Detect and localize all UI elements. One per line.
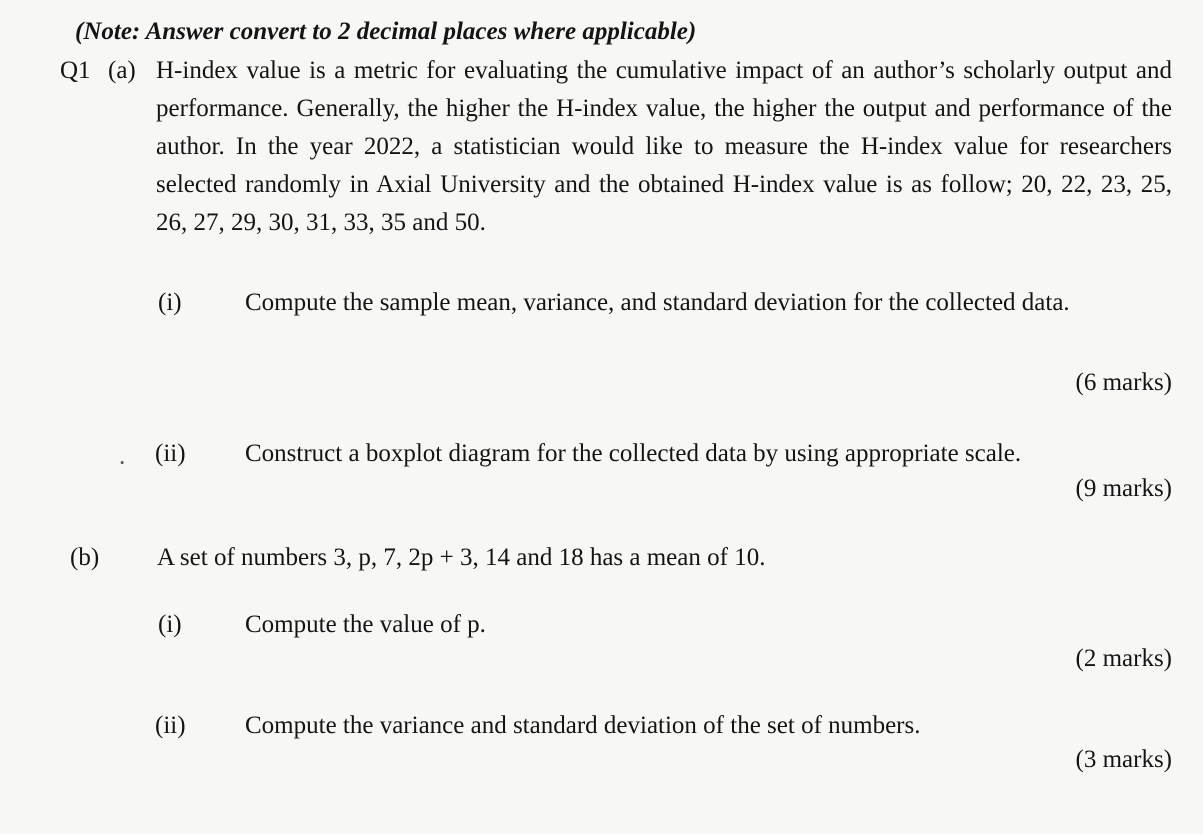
part-a-item-ii-label: (ii): [155, 440, 186, 467]
part-b-text: A set of numbers 3, p, 7, 2p + 3, 14 and 18 has a mean of 10.: [157, 544, 766, 571]
part-a-label: (a): [108, 57, 136, 84]
part-b-item-ii-label: (ii): [155, 712, 186, 739]
part-b-item-i-marks: (2 marks): [1075, 645, 1172, 672]
part-b-item-ii-text: Compute the variance and standard deviation of the set of numbers.: [245, 712, 921, 739]
question-number: Q1: [60, 57, 91, 84]
part-b-item-i-label: (i): [158, 611, 182, 638]
part-b-label: (b): [70, 544, 100, 571]
part-a-item-i-label: (i): [158, 289, 182, 316]
part-a-text: H-index value is a metric for evaluating the cumulative impact of an author’s scholarly output and performance. Generally, the higher the H-index value, the higher the output and performance of the author. In the year 2022, a statistician would like to measure the H-index value for researchers selected randomly in Axial University and the obtained H-index value is as follow; 20, 22, 23, 25, 26, 27, 29, 30, 31, 33, 35 and 50.: [156, 57, 1172, 236]
part-a-item-ii-marks: (9 marks): [1075, 475, 1172, 502]
part-a-item-i-text: Compute the sample mean, variance, and standard deviation for the collected data.: [245, 289, 1070, 316]
part-a-item-ii-text: Construct a boxplot diagram for the collected data by using appropriate scale.: [245, 440, 1022, 467]
stray-dot: ·: [118, 450, 127, 477]
part-b-item-ii-marks: (3 marks): [1075, 746, 1172, 773]
part-a-item-i-marks: (6 marks): [1075, 369, 1172, 396]
note-heading: (Note: Answer convert to 2 decimal places where applicable): [75, 18, 697, 45]
part-b-item-i-text: Compute the value of p.: [245, 611, 486, 638]
